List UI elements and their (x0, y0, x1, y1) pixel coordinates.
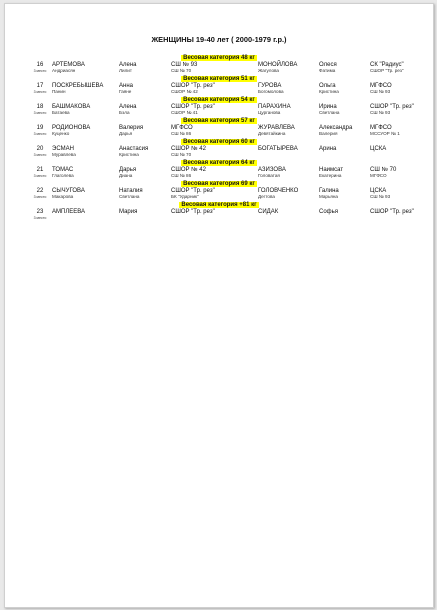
left-club-main: СШОР "Тр. рез" (171, 83, 215, 89)
result-row (5, 146, 433, 159)
left-last-name (52, 209, 85, 215)
result-row (5, 62, 433, 75)
row-number (31, 62, 49, 74)
left-club-main: СШОР № 42 (171, 146, 206, 152)
right-last-name-main: СИДАК (258, 209, 279, 215)
left-last-name (52, 188, 85, 200)
weight-category-label: Весовая категория 51 кг (183, 76, 255, 82)
left-club-second: СШ № 86 (171, 131, 192, 137)
left-club-main: СШ № 93 (171, 62, 198, 68)
right-club (370, 125, 400, 137)
left-last-name (52, 167, 74, 179)
left-club (171, 104, 215, 116)
row-number-second: 3 место (33, 153, 47, 158)
right-club-second: МГФСО (370, 173, 387, 179)
right-last-name-main: ПАРАХИНА (258, 104, 291, 110)
document-page (4, 3, 434, 608)
weight-category-header (5, 75, 433, 83)
row-number (31, 146, 49, 158)
right-first-name (319, 83, 339, 95)
right-first-name-second: Кристина (319, 89, 339, 95)
left-first-name-second: Дарья (119, 131, 133, 137)
left-last-name-main: АМПЛЕЕВА (52, 209, 86, 215)
left-last-name (52, 146, 76, 158)
left-club-main: СШОР "Тр. рез" (171, 209, 215, 215)
right-first-name (319, 167, 343, 179)
left-first-name-main: Валерия (119, 125, 144, 131)
right-last-name-second: Дегтова (258, 194, 275, 200)
right-club (370, 188, 390, 200)
right-last-name-main: ГОЛОВЧЕНКО (258, 188, 299, 194)
row-number (31, 188, 49, 200)
row-number-second: 3 место (33, 90, 47, 95)
right-last-name (258, 209, 278, 215)
left-club-second: СШ № 70 (171, 68, 192, 74)
left-last-name-second: Муравлева (52, 152, 76, 158)
right-last-name (258, 62, 297, 74)
row-number-main: 22 (36, 188, 44, 194)
result-row (5, 188, 433, 201)
weight-category-label: Весовая категория 69 кг (183, 181, 255, 187)
left-last-name-second: Андриасян (52, 68, 76, 74)
right-first-name (319, 62, 337, 74)
row-number (31, 104, 49, 116)
right-last-name-main: БОГАТЫРЕВА (258, 146, 298, 152)
right-club (370, 209, 414, 215)
row-number-main: 20 (36, 146, 44, 152)
result-row (5, 83, 433, 96)
left-club-main: СШОР "Тр. рез" (171, 104, 215, 110)
left-last-name-main: ТОМАС (52, 167, 74, 173)
left-first-name (119, 209, 137, 215)
left-last-name (52, 104, 90, 116)
left-first-name-second: Гаяне (119, 89, 132, 95)
right-first-name (319, 125, 352, 137)
left-first-name (119, 62, 137, 74)
left-first-name-main: Анастасия (119, 146, 149, 152)
right-last-name-second: Богомолова (258, 89, 284, 95)
left-club-second: СШОР № 41 (171, 110, 198, 116)
right-club-second: СШ № 93 (370, 110, 391, 116)
row-number-second: 3 место (33, 216, 47, 221)
result-row (5, 125, 433, 138)
weight-category-header (5, 159, 433, 167)
left-club (171, 188, 215, 200)
right-last-name (258, 146, 298, 152)
right-last-name-main: ГУРОВА (258, 83, 282, 89)
left-last-name-main: ПОСКРЕБЫШЕВА (52, 83, 104, 89)
left-first-name (119, 83, 133, 95)
row-number-second: 3 место (33, 69, 47, 74)
row-number-second: 3 место (33, 195, 47, 200)
left-last-name-main: РОДИОНОВА (52, 125, 91, 131)
left-last-name (52, 83, 103, 95)
left-first-name (119, 146, 148, 158)
left-last-name-second: Глаголева (52, 173, 74, 179)
left-last-name-second: Батаева (52, 110, 70, 116)
weight-category-label: Весовая категория 48 кг (183, 55, 255, 61)
right-club-main: СК "Радиус" (370, 62, 404, 68)
right-last-name (258, 104, 291, 116)
weight-category-header (5, 117, 433, 125)
right-first-name-main: Ольга (319, 83, 336, 89)
right-club (370, 167, 396, 179)
right-club-main: МГФСО (370, 83, 392, 89)
left-first-name (119, 104, 137, 116)
left-club (171, 167, 206, 179)
row-number-second: 3 место (33, 174, 47, 179)
right-last-name (258, 167, 286, 179)
right-last-name-second: Жагулова (258, 68, 279, 74)
right-first-name-main: Софья (319, 209, 338, 215)
left-club-main: СШОР "Тр. рез" (171, 188, 215, 194)
right-last-name-second: Цурганова (258, 110, 281, 116)
left-last-name-main: БАШМАКОВА (52, 104, 91, 110)
result-row (5, 104, 433, 117)
right-first-name (319, 104, 339, 116)
row-number-second: 3 место (33, 132, 47, 137)
weight-category-header (5, 54, 433, 62)
right-first-name (319, 188, 339, 200)
left-first-name (119, 125, 143, 137)
right-last-name (258, 188, 298, 200)
right-last-name-main: АЗИЗОВА (258, 167, 286, 173)
left-first-name-main: Дарья (119, 167, 137, 173)
right-last-name (258, 125, 295, 137)
result-row (5, 209, 433, 222)
left-first-name-second: Кристина (119, 152, 139, 158)
weight-category-label: Весовая категория +81 кг (181, 202, 257, 208)
left-last-name-main: АРТЕМОВА (52, 62, 85, 68)
left-first-name (119, 188, 143, 200)
row-number-main: 21 (36, 167, 44, 173)
weight-category-label: Весовая категория 54 кг (183, 97, 255, 103)
left-club-second: СШ № 70 (171, 152, 192, 158)
weight-category-header (5, 96, 433, 104)
weight-category-label: Весовая категория 57 кг (183, 118, 255, 124)
right-club (370, 83, 392, 95)
right-club-main: СШ № 70 (370, 167, 397, 173)
right-club-second: СШ № 93 (370, 89, 391, 95)
left-last-name-main: ЭСМАН (52, 146, 74, 152)
result-row (5, 167, 433, 180)
left-club-second: БК "Ударник" (171, 194, 199, 200)
right-first-name-second: Валерия (319, 131, 338, 137)
right-last-name-second: Девятайкина (258, 131, 286, 137)
right-club-main: ЦСКА (370, 146, 387, 152)
weight-category-label: Весовая категория 60 кг (183, 139, 255, 145)
left-club (171, 209, 215, 215)
right-first-name-main: Ирина (319, 104, 337, 110)
right-first-name-second: Марьяна (319, 194, 338, 200)
left-first-name-second: Бэла (119, 110, 130, 116)
right-last-name-main: МОНОЙЛОВА (258, 62, 298, 68)
right-first-name-second: Екатерина (319, 173, 342, 179)
right-club-main: МГФСО (370, 125, 392, 131)
left-first-name-main: Алена (119, 62, 137, 68)
left-last-name (52, 62, 85, 74)
right-first-name-second: Фатима (319, 68, 336, 74)
left-last-name (52, 125, 90, 137)
right-club-second: МССУОР № 1 (370, 131, 400, 137)
row-number-main: 16 (36, 62, 44, 68)
weight-category-header (5, 180, 433, 188)
right-first-name-main: Олеся (319, 62, 337, 68)
row-number (31, 83, 49, 95)
row-number (31, 167, 49, 179)
right-first-name-main: Галина (319, 188, 339, 194)
right-club-main: СШОР "Тр. рез" (370, 209, 414, 215)
left-first-name-main: Наталия (119, 188, 143, 194)
right-club (370, 104, 414, 116)
left-club-main: СШОР № 42 (171, 167, 206, 173)
weight-category-header (5, 201, 433, 209)
left-first-name-second: Светлана (119, 194, 140, 200)
right-first-name-main: Наимсат (319, 167, 344, 173)
left-first-name-main: Алена (119, 104, 137, 110)
right-club-main: ЦСКА (370, 188, 387, 194)
weight-category-label: Весовая категория 64 кг (183, 160, 255, 166)
row-number-main: 17 (36, 83, 44, 89)
right-last-name (258, 83, 284, 95)
weight-category-header (5, 138, 433, 146)
left-last-name-main: СЫЧУГОВА (52, 188, 85, 194)
left-club (171, 83, 215, 95)
left-first-name-second: Лилит (119, 68, 132, 74)
right-first-name-second: Светлана (319, 110, 340, 116)
right-last-name-second: Головатая (258, 173, 280, 179)
right-first-name (319, 209, 338, 215)
right-club (370, 62, 404, 74)
left-club (171, 146, 206, 158)
page-title: ЖЕНЩИНЫ 19-40 лет ( 2000-1979 г.р.) (151, 35, 287, 44)
right-club-second: СШОР "Тр. рез" (370, 68, 404, 74)
right-first-name-main: Александра (319, 125, 353, 131)
left-first-name (119, 167, 136, 179)
left-first-name-main: Анна (119, 83, 133, 89)
left-last-name-second: Панин (52, 89, 66, 95)
row-number (31, 125, 49, 137)
right-first-name (319, 146, 336, 152)
row-number-second: 3 место (33, 111, 47, 116)
right-first-name-main: Арина (319, 146, 337, 152)
row-number-main: 18 (36, 104, 44, 110)
right-club (370, 146, 386, 152)
left-first-name-second: Диана (119, 173, 133, 179)
right-club-second: СШ № 93 (370, 194, 391, 200)
left-club-main: МГФСО (171, 125, 193, 131)
left-club (171, 125, 193, 137)
left-club-second: СШ № 86 (171, 173, 192, 179)
right-club-main: СШОР "Тр. рез" (370, 104, 414, 110)
row-number-main: 19 (36, 125, 44, 131)
row-number (31, 209, 49, 221)
left-first-name-main: Мария (119, 209, 138, 215)
left-club (171, 62, 197, 74)
row-number-main: 23 (36, 209, 44, 215)
left-club-second: СШОР № 42 (171, 89, 198, 95)
results-table (5, 54, 433, 222)
left-last-name-second: Куценко (52, 131, 70, 137)
right-last-name-main: ЖУРАВЛЕВА (258, 125, 295, 131)
left-last-name-second: Макарова (52, 194, 74, 200)
